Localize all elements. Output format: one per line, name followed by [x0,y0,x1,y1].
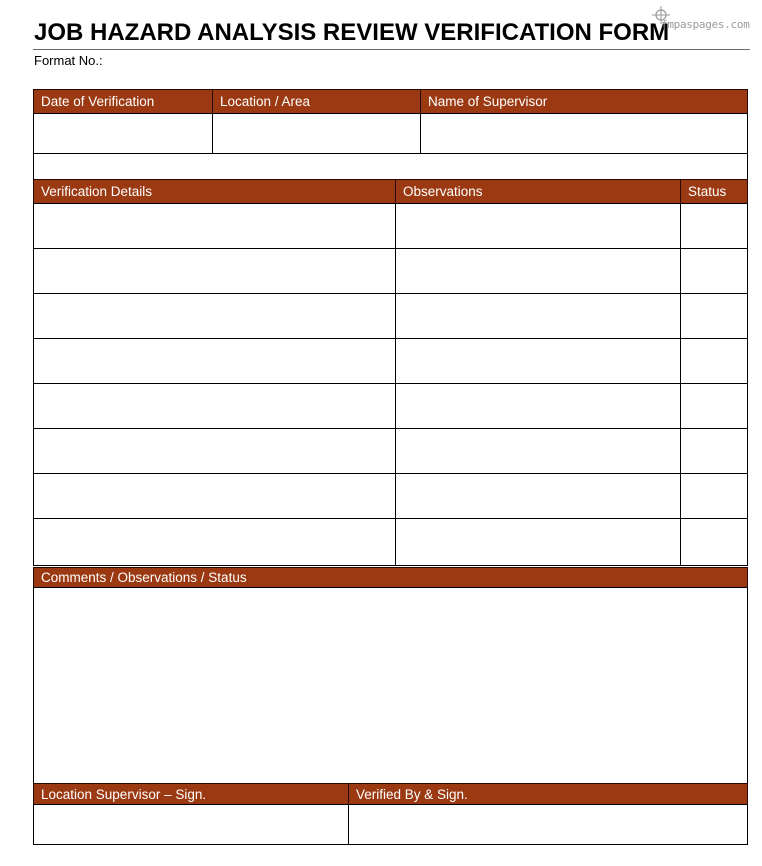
status-field[interactable] [680,473,748,519]
header-verification-details: Verification Details [33,179,396,204]
observations-field[interactable] [395,428,681,474]
status-field[interactable] [680,383,748,429]
form-title: JOB HAZARD ANALYSIS REVIEW VERIFICATION FORM [34,19,670,46]
header-location-supervisor-sign: Location Supervisor – Sign. [33,783,349,805]
status-field[interactable] [680,203,748,249]
header-status: Status [680,179,748,204]
watermark [650,6,750,36]
header-comments: Comments / Observations / Status [33,567,748,588]
verified-by-signature-field[interactable] [348,804,748,845]
watermark-text: fmpaspages.com [661,18,750,31]
status-field[interactable] [680,428,748,474]
header-verified-by-sign: Verified By & Sign. [348,783,748,805]
location-supervisor-signature-field[interactable] [33,804,349,845]
format-number-label: Format No.: [34,53,103,68]
verification-details-field[interactable] [33,428,396,474]
status-field[interactable] [680,293,748,339]
header-date-of-verification: Date of Verification [33,89,213,114]
location-area-field[interactable] [212,113,421,154]
observations-field[interactable] [395,338,681,384]
header-name-of-supervisor: Name of Supervisor [420,89,748,114]
observations-field[interactable] [395,248,681,294]
status-field[interactable] [680,518,748,566]
verification-details-field[interactable] [33,383,396,429]
observations-field[interactable] [395,518,681,566]
comments-field[interactable] [33,587,748,784]
title-rule [33,49,750,50]
spacer-row [33,153,748,180]
verification-details-field[interactable] [33,338,396,384]
supervisor-name-field[interactable] [420,113,748,154]
verification-details-field[interactable] [33,248,396,294]
observations-field[interactable] [395,383,681,429]
verification-details-field[interactable] [33,473,396,519]
status-field[interactable] [680,338,748,384]
date-of-verification-field[interactable] [33,113,213,154]
observations-field[interactable] [395,293,681,339]
verification-details-field[interactable] [33,518,396,566]
observations-field[interactable] [395,473,681,519]
verification-details-field[interactable] [33,293,396,339]
header-observations: Observations [395,179,681,204]
header-location-area: Location / Area [212,89,421,114]
status-field[interactable] [680,248,748,294]
verification-details-field[interactable] [33,203,396,249]
observations-field[interactable] [395,203,681,249]
